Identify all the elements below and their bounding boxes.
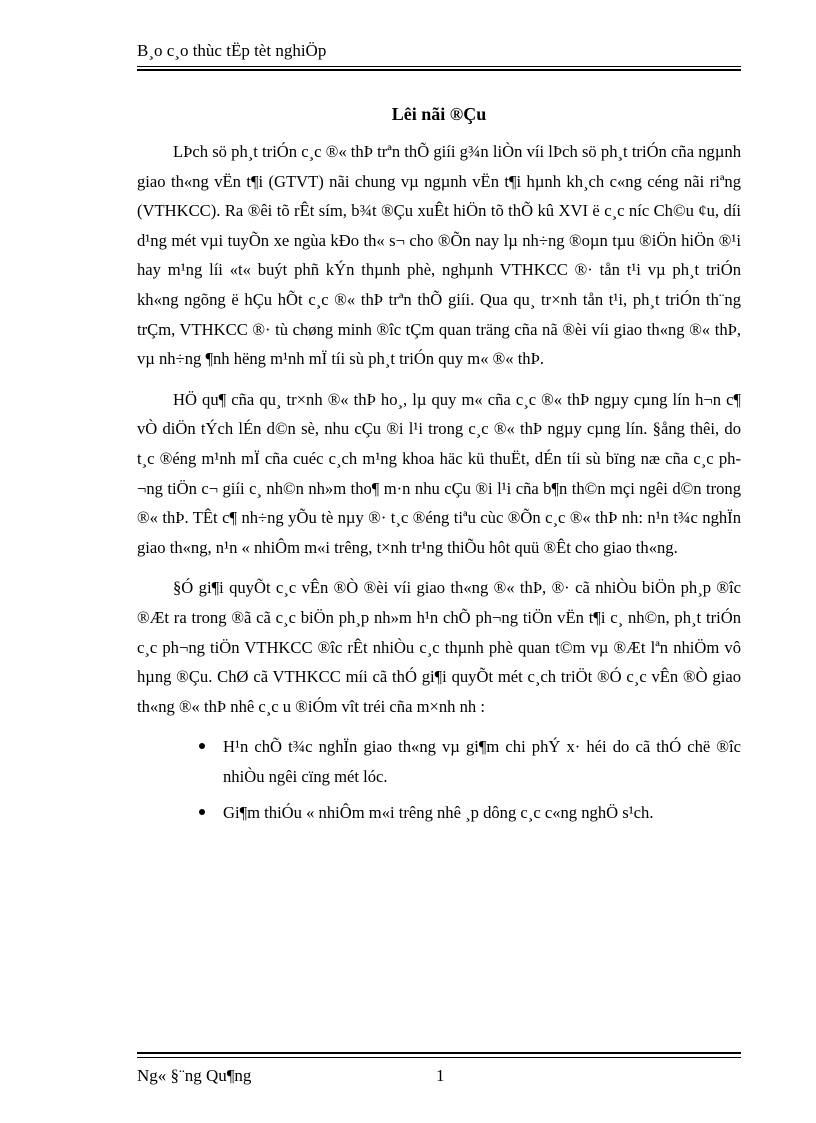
paragraph: HÖ qu¶ cña qu¸ tr×nh ®« thÞ ho¸, lµ quy m« cña c¸c ®« thÞ ngµy cµng lín h¬n c¶ vÒ diÖn tÝch lÉn d©n sè, nhu cÇu ®i l¹i trong c¸c ®« thÞ ngµy cµng lín. §ång thêi, do t¸c ®éng m¹nh mÏ cña cuéc c¸ch m¹ng khoa häc kü thuËt, dÉn tíi sù bïng næ cña c¸c ph¬ng tiÖn c¬ giíi c¸ nh©n nh»m tho¶ m·n nhu cÇu ®i l¹i cña b¶n th©n mçi ngêi d©n trong ®« thÞ. TÊt c¶ nh÷ng yÕu tè nµy ®· t¸c ®éng tiªu cùc ®Õn c¸c ®« thÞ nh: n¹n t¾c nghÏn giao th«ng, n¹n « nhiÔm m«i trêng, t×nh tr¹ng thiÕu hôt quü ®Êt cho giao th«ng. [137,389,741,557]
document-title: Lêi nãi ®Çu [391,104,487,124]
header-rule-top [137,66,741,67]
bullet-list [137,732,741,828]
bullet-dot-icon [199,743,205,749]
bullet-item [223,732,741,791]
running-header-title: B¸o c¸o thùc tËp tèt nghiÖp [137,41,327,60]
footer-rule-bottom [137,1057,741,1058]
body-text [137,137,741,835]
paragraph: §Ó gi¶i quyÕt c¸c vÊn ®Ò ®èi víi giao th«ng ®« thÞ, ®· cã nhiÒu biÖn ph¸p ®îc ®Æt ra trong ®ã cã c¸c biÖn ph¸p nh»m h¹n chÕ ph¬ng tiÖn vËn t¶i c¸ nh©n, ph¸t triÓn c¸c ph¬ng tiÖn VTHKCC ®îc rÊt nhiÒu c¸c thµnh phè quan t©m vµ ®Æt lªn nhiÖm vô hµng ®Çu. ChØ cã VTHKCC míi cã thÓ gi¶i quyÕt mét c¸ch triÖt ®Ó c¸c vÊn ®Ò giao th«ng ®« thÞ nhê c¸c u ®iÓm vît tréi cña m×nh nh : [137,578,741,716]
bullet-text: H¹n chÕ t¾c nghÏn giao th«ng vµ gi¶m chi phÝ x· héi do cã thÓ chë ®îc nhiÒu ngêi cïng mét lóc. [223,737,741,786]
header-rule-bottom [137,69,741,71]
page-number: 1 [436,1066,445,1085]
bullet-dot-icon [199,809,205,815]
footer-author: Ng« §¨ng Qu¶ng [137,1066,252,1085]
bullet-text: Gi¶m thiÓu « nhiÔm m«i trêng nhê ¸p dông c¸c c«ng nghÖ s¹ch. [223,803,654,823]
paragraph: LÞch sö ph¸t triÓn c¸c ®« thÞ trªn thÕ giíi g¾n liÒn víi lÞch sö ph¸t triÓn cña ngµnh giao th«ng vËn t¶i (GTVT) nãi chung vµ ngµnh vËn t¶i hµnh kh¸ch c«ng céng nãi riªng (VTHKCC). Ra ®êi tõ rÊt sím, b¾t ®Çu xuÊt hiÖn tõ thÕ kû XVI ë c¸c níc Ch©u ¢u, díi d¹ng mét vµi tuyÕn xe ngùa kÐo th« s¬ cho ®Õn nay lµ nh÷ng ®oµn tµu ®iÖn hiÖn ®¹i hay m¹ng líi «t« buýt phñ kÝn thµnh phè, nghµnh VTHKCC ®· tån t¹i vµ ph¸t triÓn kh«ng ngõng ë hÇu hÕt c¸c ®« thÞ trªn thÕ giíi. Qua qu¸ tr×nh tån t¹i, ph¸t triÓn th¨ng trÇm, VTHKCC ®· tù chøng minh ®îc tÇm quan träng cña nã ®èi víi giao th«ng ®« thÞ, vµ nh÷ng ¶nh hëng m¹nh mÏ tíi sù ph¸t triÓn quy m« ®« thÞ. [137,142,741,369]
footer-rule-top [137,1052,741,1054]
bullet-item [223,798,741,828]
